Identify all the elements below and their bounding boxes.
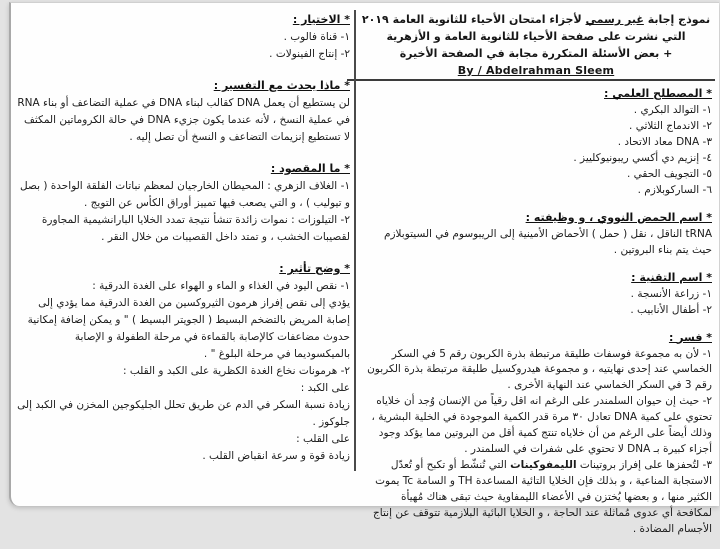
- header-title-line-1: [359, 11, 713, 28]
- header-title-line-2: التي نشرت على صفحة الأحياء للثانوية العامة و الأزهرية: [386, 30, 686, 43]
- section-item: ١- نقص اليود في الغذاء و الماء و الهواء على الغدة الدرقية :: [92, 280, 350, 292]
- header-title-line-1-pre: نموذج إجابة: [643, 13, 711, 26]
- section-item: ٢- التيلوزات : نموات زائدة تنشأ نتيجة تمدد الخلايا البارانشيمية المجاورة لقصيبات الخشب ، و تمتد داخل القصيبات من خلال النقر .: [41, 214, 350, 243]
- left-column: [16, 12, 350, 480]
- section-item: ٤- إنزيم دي أكسي ريبونيوكلييز .: [573, 151, 712, 164]
- header-title-line-3: + بعض الأسئلة المتكررة مجابة في الصفحة الأخيرة: [399, 47, 673, 60]
- section-item: ٣- DNA معاد الاتحاد .: [617, 135, 712, 148]
- section-item: على القلب :: [296, 433, 350, 445]
- section-item: ٢- الاندماج الثلاثي .: [629, 119, 712, 132]
- section-title: * ما المقصود :: [270, 162, 350, 175]
- section-title: * المصطلح العلمي :: [604, 87, 712, 100]
- section-item: زيادة قوة و سرعة انقباض القلب .: [202, 450, 350, 462]
- document-header: [359, 11, 713, 79]
- section-item: ١- التوالد البكري .: [633, 104, 712, 116]
- section-technique-name: [363, 270, 712, 319]
- section-item: ٢- أطفال الأنابيب .: [630, 303, 712, 316]
- header-byline: By / Abdelrahman Sleem: [457, 64, 615, 77]
- scanned-page: [9, 2, 719, 536]
- section-scientific-term: [363, 86, 712, 199]
- section-item: ١- لأن به مجموعة فوسفات طليقة مرتبطة بذرة الكربون رقم 5 في السكر الخماسي عند إحدى نهايتيه ، و مجموعة هيدروكسيل طليقة مرتبطة بذرة الكربون رقم 3 في السكر الخماسي عند النهاية الأخرى .: [367, 347, 712, 392]
- section-explain-effect: [16, 261, 350, 465]
- item-bold-term: الليمفوكينات: [510, 459, 577, 472]
- section-title: * ماذا يحدث مع التفسير :: [213, 79, 350, 92]
- section-item: ١- زراعة الأنسجة .: [630, 287, 712, 300]
- item-text: التي تُنشّط أو تكبح أو تُعدّل الاستجابة المناعية ، و بذلك فإن الخلايا التائية المساعدة TH و السامة Tc يموت الكثير منها ، و بعضها يُختزن في الأعضاء الليمفاوية حيث تبقى هناك مُهيأة لمكافحة أي عدوى مُماثلة عند الحاجة ، و الخلايا البائية البلازمية تتوقف عن إنتاج الأجسام المضادة .: [373, 459, 712, 536]
- section-item: على الكبد :: [300, 382, 350, 394]
- section-item: tRNA الناقل ، نقل ( حمل ) الأحماض الأمينية إلى الريبوسوم في السيتوبلازم حيث يتم بناء البروتين .: [383, 227, 712, 256]
- section-item: ١- الغلاف الزهري : المحيطان الخارجيان لمعظم نباتات الفلقة الواحدة ( بصل و تيوليب ) ، و التي يصعب فيها تمييز أوراق الكأس عن التويج .: [20, 180, 350, 209]
- section-title: * اسم التقنية :: [631, 270, 712, 284]
- section-item: يؤدي إلى نقص إفراز هرمون الثيروكسين من الغدة الدرقية مما يؤدي إلى إصابة المريض بالتضخم البسيط ( الجويتر البسيط ) " و يمكن إضافة إمكانية حدوث مضاعفات كالإصابة بالقماءة في مرحلة الطفولة و الإصابة بالميكسوديما في مرحلة البلوغ " .: [27, 297, 350, 360]
- section-choice: [16, 12, 350, 63]
- header-title-line-1-post: لأجزاء امتحان الأحياء للثانوية العامة ٢٠١٩: [361, 13, 586, 26]
- section-explain: [363, 330, 712, 538]
- section-what-happens-with-explanation: [16, 78, 350, 146]
- right-column: [363, 86, 712, 549]
- section-item: ٦- الساركوبلازم .: [637, 183, 712, 196]
- section-title: * وضح تأثير :: [279, 262, 350, 275]
- section-item: ٢- إنتاج الفينولات .: [269, 48, 350, 60]
- section-title: * اسم الحمض النووي ، و وظيفته :: [525, 210, 712, 224]
- item-text: ٣- لتُحفزها على إفراز بروتينات: [576, 459, 712, 472]
- header-title-line-1-underlined: غير رسمي: [585, 13, 644, 26]
- section-item: زيادة نسبة السكر في الدم عن طريق تحلل الجليكوجين المخزن في الكبد إلى جلوكوز .: [17, 399, 350, 428]
- section-title: * فسر :: [668, 330, 712, 344]
- section-what-is-meant: [16, 161, 350, 246]
- section-item: ٢- حيث إن حيوان السلمندر على الرغم انه اقل رقياً من الإنسان وُجد أن خلاياه تحتوي على كمية DNA تعادل ٣٠ مرة قدر الكمية الموجودة في الخلية البشرية ، وذلك أيضاً على الرغم من أن خلاياه تنتج كمية أقل من البروتين مما يؤكد وجود أجزاء كبيرة بـ DNA لا تحتوي على شفرات في السلمندر .: [371, 395, 712, 456]
- header-divider-rule: [347, 79, 715, 81]
- section-item: ٥- التجويف الحقي .: [626, 167, 712, 180]
- section-item: لن يستطيع أن يعمل DNA كقالب لبناء DNA في عملية التضاعف أو بناء RNA في عملية النسخ ، لأنه عندما يكون جزيء DNA في حالة الكروماتين المكثف لا تستطيع إنزيمات التضاعف و النسخ أن تصل إليه .: [17, 97, 350, 143]
- section-item: ١- قناة فالوب .: [283, 31, 350, 43]
- section-item: [363, 458, 712, 538]
- section-item: ٢- هرمونات نخاع الغدة الكظرية على الكبد و القلب :: [123, 365, 350, 377]
- section-nucleic-acid-name-function: [363, 210, 712, 259]
- section-title: * الاختيار :: [292, 13, 350, 26]
- column-divider-line: [354, 10, 356, 471]
